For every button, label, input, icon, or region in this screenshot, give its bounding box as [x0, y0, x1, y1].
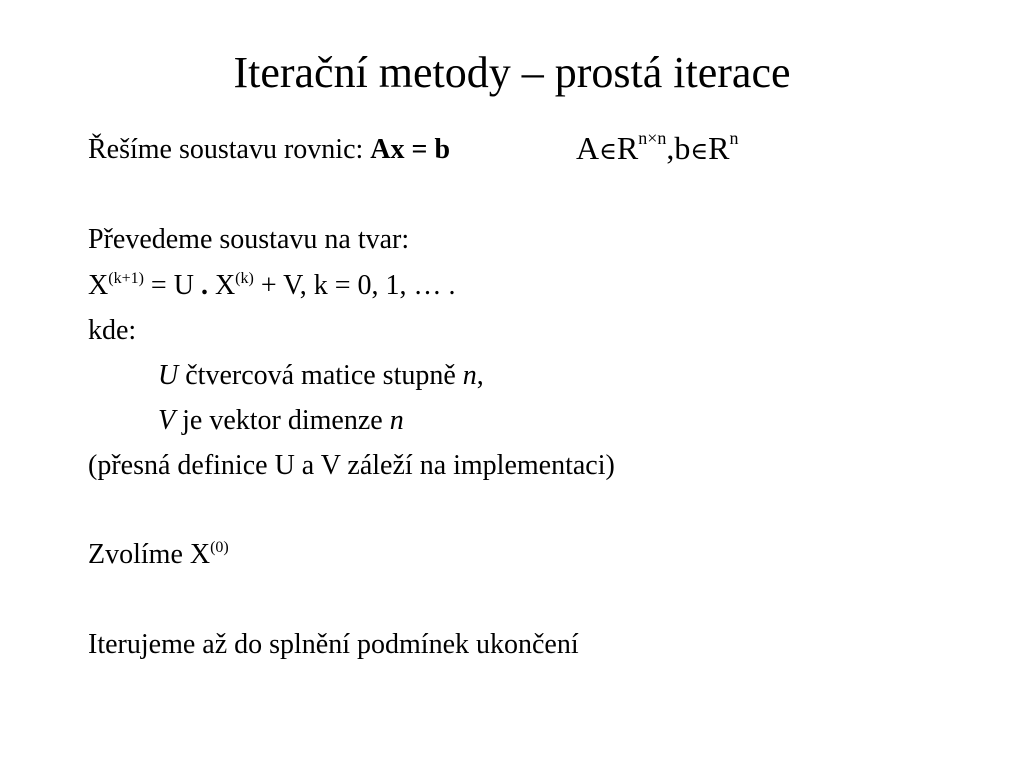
slide-title: Iterační metody – prostá iterace [233, 48, 791, 97]
initial-guess-line [88, 537, 229, 573]
u-n: n [462, 360, 477, 391]
v-text: je vektor dimenze [175, 405, 390, 436]
dimension-formula [576, 128, 738, 171]
formula-rest: + V, k = 0, 1, … . [253, 270, 456, 301]
matrix-a: A [576, 130, 600, 166]
initial-guess-text: Zvolíme X [88, 539, 211, 570]
formula-x: X [88, 270, 109, 301]
real-set-r: R [616, 130, 639, 166]
element-of-symbol: ∈ [599, 137, 617, 165]
system-equation: Ax = b [370, 134, 451, 165]
formula-eq: = U [143, 270, 201, 301]
comma: , [666, 130, 675, 166]
v-definition [158, 403, 404, 439]
implementation-note: (přesná definice U a V záleží na implementaci) [88, 450, 615, 481]
transform-line: Převedeme soustavu na tvar: [88, 224, 410, 255]
formula-exp-k1: (k+1) [108, 270, 144, 287]
initial-guess-exp: (0) [210, 539, 229, 556]
u-symbol: U [158, 360, 179, 391]
formula-exp-k: (k) [235, 270, 254, 287]
system-label: Řešíme soustavu rovnic: [88, 134, 371, 165]
u-text: čtvercová matice stupně [178, 360, 463, 391]
element-of-symbol: ∈ [690, 137, 709, 165]
matrix-dimension: n×n [638, 128, 667, 148]
u-definition [158, 358, 484, 394]
v-n: n [389, 405, 404, 436]
real-set-r: R [708, 130, 730, 166]
iterate-line: Iterujeme až do splnění podmínek ukončení [88, 629, 579, 660]
kde-label: kde: [88, 315, 137, 346]
iteration-formula [88, 268, 456, 304]
formula-dot: . [200, 270, 208, 301]
u-tail: , [476, 360, 484, 391]
vector-b: b [674, 130, 691, 166]
system-line [88, 132, 450, 168]
v-symbol: V [158, 405, 176, 436]
vector-dimension: n [729, 128, 739, 148]
formula-x2: X [207, 270, 236, 301]
